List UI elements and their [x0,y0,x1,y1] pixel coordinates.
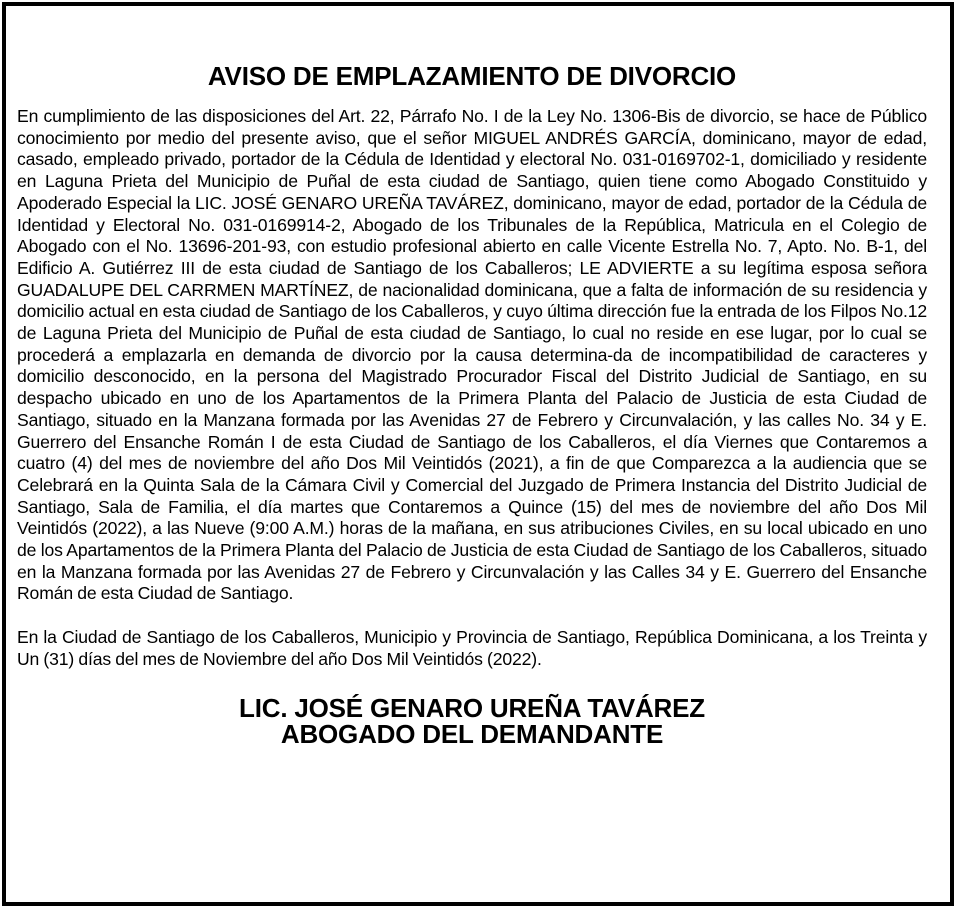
notice-title: AVISO DE EMPLAZAMIENTO DE DIVORCIO [207,61,737,91]
signature-block [17,692,927,749]
notice-closing-paragraph: En la Ciudad de Santiago de los Caballeros, Municipio y Provincia de Santiago, República Dominicana, a los Treinta y Un (31) días del mes de Noviembre del año Dos Mil Veintidós (2022). [17,627,927,669]
notice-content [17,60,927,747]
signature-name: LIC. JOSÉ GENARO UREÑA TAVÁREZ [239,692,705,723]
signature-role: ABOGADO DEL DEMANDANTE [280,718,664,749]
notice-body-paragraph: En cumplimiento de las disposiciones del Art. 22, Párrafo No. I de la Ley No. 1306-Bis de divorcio, se hace de Público conocimiento por medio del presente aviso, que el señor MIGUEL ANDRÉS GARCÍA, dominicano, mayor de edad, casado, empleado privado, portador de la Cédula de Identidad y electoral No. 031-0169702-1, domiciliado y residente en Laguna Prieta del Municipio de Puñal de esta ciudad de Santiago, quien tiene como Abogado Constituido y Apoderado Especial la LIC. JOSÉ GENARO UREÑA TAVÁREZ, dominicano, mayor de edad, portador de la Cédula de Identidad y Electoral No. 031-0169914-2, Abogado de los Tribunales de la República, Matricula en el Colegio de Abogado con el No. 13696-201-93, con estudio profesional abierto en calle Vicente Estrella No. 7, Apto. No. B-1, del Edificio A. Gutiérrez III de esta ciudad de Santiago de los Caballeros; LE ADVIERTE a su legítima esposa señora GUADALUPE DEL CARRMEN MARTÍNEZ, de nacionalidad dominicana, que a falta de información de su residencia y domicilio actual en esta ciudad de Santiago de los Caballeros, y cuyo última dirección fue la entrada de los Filpos No.12 de Laguna Prieta del Municipio de Puñal de esta ciudad de Santiago, lo cual no reside en ese lugar, por lo cual se procederá a emplazarla en demanda de divorcio por la causa determina-da de incompatibilidad de caracteres y domicilio desconocido, en la persona del Magistrado Procurador Fiscal del Distrito Judicial de Santiago, en su despacho ubicado en uno de los Apartamentos de la Primera Planta del Palacio de Justicia de esta Ciudad de Santiago, situado en la Manzana formada por las Avenidas 27 de Febrero y Circunvalación, y las calles No. 34 y E. Guerrero del Ensanche Román I de esta Ciudad de Santiago de los Caballeros, el día Viernes que Contaremos a cuatro (4) del mes de noviembre del año Dos Mil Veintidós (2021), a fin de que Comparezca a la audiencia que se Celebrará en la Quinta Sala de la Cámara Civil y Comercial del Juzgado de Primera Instancia del Distrito Judicial de Santiago, Sala de Familia, el día martes que Contaremos a Quince (15) del mes de noviembre del año Dos Mil Veintidós (2022), a las Nueve (9:00 A.M.) horas de la mañana, en sus atribuciones Civiles, en su local ubicado en uno de los Apartamentos de la Primera Planta del Palacio de Justicia de esta Ciudad de Santiago de los Caballeros, situado en la Manzana formada por las Avenidas 27 de Febrero y Circunvalación y las Calles 34 y E. Guerrero del Ensanche Román de esta Ciudad de Santiago. [17,106,927,604]
